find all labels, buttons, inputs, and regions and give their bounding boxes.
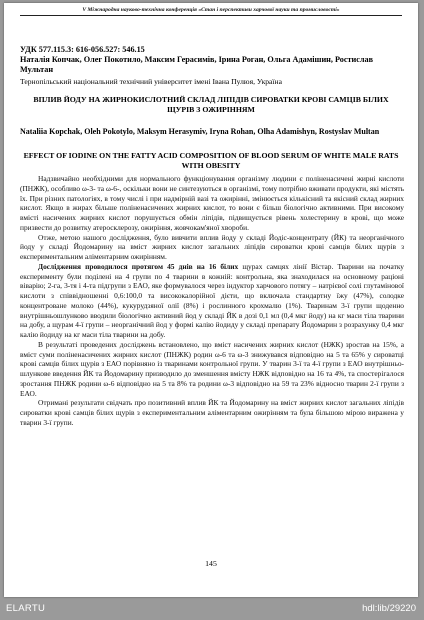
document-page — [4, 3, 418, 597]
paragraph-aim: Отже, метою нашого дослідження, було вивчити вплив йоду у складі Йодіс-концентрату (ЙК) та неорганічного йоду у складі Йодомарину на вміст жирних кислот загальних ліпідів сироватки крові самців білих щурів з експериментальним аліментарним ожирінням. — [20, 232, 404, 261]
udc-code: УДК 577.115.3: 616-056.527: 546.15 — [20, 45, 145, 54]
paragraph-methods — [20, 262, 404, 340]
footer-repository-label: ELARTU — [6, 603, 46, 614]
paragraph-introduction: Надзвичайно необхідними для нормального функціонування організму людини є поліненасичені жирні кислоти (ПНЖК), особливо ω-3- та ω-6-, оскільки вони не синтезуються в організмі, тому потрібно вживати продукти, які містять їх. При різних патологіях, в тому числі і при надмірній вазі та ожирінні, змінюється кількісний та якісний склад жирних кислот. Якщо в жирах більше поліненасичених жирних кислот, то вони є більш біологічно активними. При високому вмісті насичених жирних кислот порушується обмін ліпідів, підвищується рівень холестерину в крові, що може призвести до розвитку атеросклерозу, ожиріння, жовчокам'яної хвороби. — [20, 174, 404, 232]
footer-handle-label: hdl:lib/29220 — [362, 603, 416, 614]
authors-english: Nataliia Kopchak, Oleh Pokotylo, Maksym Herasymiv, Iryna Rohan, Olha Adamishyn, Rostyslav Multan — [20, 127, 380, 136]
article-body — [20, 174, 404, 428]
header-divider — [20, 15, 402, 16]
affiliation-ukrainian: Тернопільський національний технічний університет імені Івана Пулюя, Україна — [20, 77, 282, 86]
methods-text: щурах самцях лінії Вістар. Тварини на початку експерименту були поділені на 4 групи по 4 тварини в кожній: контрольна, яка знаходилася на основному раціоні віварію; 2-га, 3-тя і 4-та підгрупи з ЕАО, яке формувалося через індуктор харчового потягу – натрієвої солі глутамінової кислоти з співвідношенні 0,6:100,0 та висококалорійної дієти, що включала стандартну їжу (47%), солодке концентроване молоко (44%), кукурудзяної олії (8%) і рослинного крохмалю (1%). Тваринам 3-ї групи щоденно внутрішньошлунково вводили біологічно активний йод у складі ЙК в дозі 0,1 мл (0,4 мкг йоду) на кг маси тіла тварини на добу, а щурам 4-ї групи – неорганічний йод у формі калію йодиду у складі препарату Йодомарин з розрахунку 0,4 мкг калію йодиду на кг маси тіла тварини на добу. — [20, 261, 405, 339]
conference-header: V Міжнародна науково-технічна конференція «Стан і перспективи харчової науки та промисловості» — [82, 7, 340, 13]
paragraph-conclusion: Отримані результати свідчать про позитивний вплив ЙК та Йодомарину на вміст жирних кислот загальних ліпідів сироватки крові самців білих щурів з експериментальним аліментарним ожирінням та була більшою мірою виражена у тварин 3-ї групи. — [20, 398, 404, 427]
page-number: 145 — [205, 559, 217, 568]
methods-lead-in: Дослідження проводилося протягом 45 днів на 16 білих — [38, 261, 239, 271]
authors-ukrainian: Наталія Копчак, Олег Покотило, Максим Герасимів, Ірина Роган, Ольга Адамішин, Ростислав Мультан — [20, 55, 374, 74]
title-ukrainian: ВПЛИВ ЙОДУ НА ЖИРНОКИСЛОТНИЙ СКЛАД ЛІПІДІВ СИРОВАТКИ КРОВІ САМЦІВ БІЛИХ ЩУРІВ З ОЖИРІННЯМ — [33, 95, 389, 114]
title-english: EFFECT OF IODINE ON THE FATTY ACID COMPOSITION OF BLOOD SERUM OF WHITE MALE RATS WITH OBESITY — [23, 151, 399, 170]
paragraph-results: В результаті проведених досліджень встановлено, що вміст насичених жирних кислот (НЖК) зростав на 15%, а вміст суми поліненасичених жирних кислот (ПНЖК) родин ω-6 та ω-3 знижувався відповідно на 5 та 65% у сироватці крові самців білих щурів з ЕАО порівняно із тваринами контрольної групи. У тварин 3-ї та 4-ї групи з ЕАО внутрішньо-шлункове введення ЙК та Йодомарину призводило до зменшення вмісту НЖК відповідно на 16 та 4%, та спостерігалося зростання ПНЖК родини ω-6 відповідно на 5 та 8% та родини ω-3 відповідно на 59 та 23% відносно тварин 2-ї групи з ЕАО. — [20, 339, 404, 398]
